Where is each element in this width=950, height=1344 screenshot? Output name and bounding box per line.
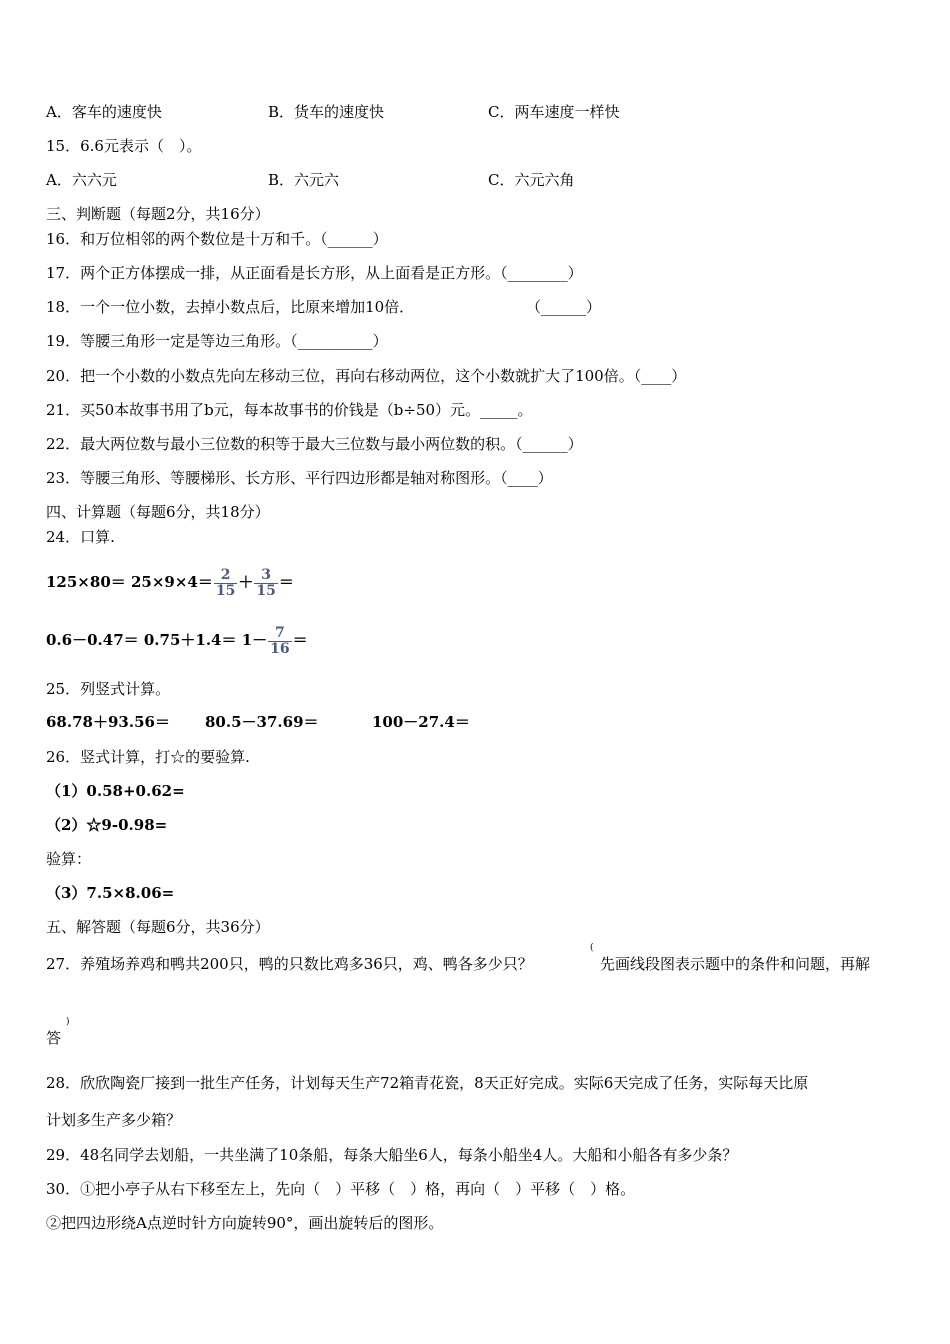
q27-main: 27．养殖场养鸡和鸭共200只，鸭的只数比鸡多36只，鸡、鸭各多少只？	[46, 955, 533, 973]
section5-heading: 五、解答题（每题6分，共36分）	[46, 918, 270, 936]
q25-expr-3: 100－27.4＝	[372, 713, 470, 731]
q29: 29．48名同学去划船，一共坐满了10条船，每条大船坐6人，每条小船坐4人。大船和小船各有多少条？	[46, 1146, 738, 1164]
fraction-denominator: 15	[256, 582, 276, 599]
q14-option-b: B．货车的速度快	[268, 103, 385, 121]
plus-sign: ＋	[238, 573, 254, 591]
equals-sign: ＝	[278, 573, 294, 591]
q30-line1: 30．①把小亭子从右下移至左上，先向（ ）平移（ ）格，再向（ ）平移（ ）格。	[46, 1180, 636, 1198]
q26-part2: （2）☆9-0.98=	[46, 816, 168, 834]
q26-stem: 26．竖式计算，打☆的要验算.	[46, 748, 250, 766]
q25-expr-1: 68.78＋93.56＝	[46, 713, 170, 731]
section3-heading: 三、判断题（每题2分，共16分）	[46, 205, 270, 223]
q24-row1	[46, 566, 294, 599]
q24-row2-text: 0.6－0.47＝ 0.75＋1.4＝ 1－	[46, 631, 268, 649]
q27-tail: 答	[46, 1029, 62, 1047]
q27-hint: 先画线段图表示题中的条件和问题，再解	[600, 955, 871, 973]
q16: 16．和万位相邻的两个数位是十万和千。（______）	[46, 230, 388, 248]
q24-row1-text: 125×80＝ 25×9×4＝	[46, 573, 213, 591]
q25-expr-2: 80.5－37.69＝	[205, 713, 319, 731]
q14-option-a: A．客车的速度快	[46, 103, 162, 121]
q26-part3: （3）7.5×8.06=	[46, 884, 175, 902]
fraction-numerator: 7	[275, 624, 285, 641]
q27-open-paren: (	[590, 943, 594, 953]
equals-sign: ＝	[292, 631, 308, 649]
q26-part1: （1）0.58+0.62=	[46, 782, 185, 800]
q24-stem: 24．口算.	[46, 528, 115, 546]
q17: 17．两个正方体摆成一排，从正面看是长方形，从上面看是正方形。（________）	[46, 264, 583, 282]
q18: 18．一个一位小数，去掉小数点后，比原来增加10倍．	[46, 298, 415, 316]
q26-check-label: 验算：	[46, 850, 92, 868]
q20: 20．把一个小数的小数点先向左移动三位，再向右移动两位，这个小数就扩大了100倍。（____）	[46, 367, 687, 385]
q22: 22．最大两位数与最小三位数的积等于最大三位数与最小两位数的积。（______）	[46, 435, 583, 453]
q23: 23．等腰三角形、等腰梯形、长方形、平行四边形都是轴对称图形。（____）	[46, 469, 553, 487]
q24-row2	[46, 624, 308, 657]
q27-close-paren: )	[66, 1017, 70, 1027]
q15-option-c: C．六元六角	[488, 171, 575, 189]
q21: 21．买50本故事书用了b元，每本故事书的价钱是（b÷50）元。_____。	[46, 401, 533, 419]
fraction-2-15	[214, 568, 237, 599]
q19: 19．等腰三角形一定是等边三角形。（__________）	[46, 332, 388, 350]
q15-option-a: A．六六元	[46, 171, 117, 189]
fraction-numerator: 3	[261, 566, 271, 583]
q25-stem: 25．列竖式计算。	[46, 680, 171, 698]
fraction-numerator: 2	[220, 566, 231, 583]
q18-blank: （______）	[526, 298, 602, 316]
q30-line2: ②把四边形绕A点逆时针方向旋转90°，画出旋转后的图形。	[46, 1214, 444, 1232]
q14-option-c: C．两车速度一样快	[488, 103, 620, 121]
q15-stem: 15．6.6元表示（ ）。	[46, 137, 202, 155]
fraction-denominator: 15	[215, 582, 236, 599]
section4-heading: 四、计算题（每题6分，共18分）	[46, 503, 270, 521]
fraction-7-16	[268, 626, 291, 657]
fraction-denominator: 16	[270, 640, 290, 657]
q28-line2: 计划多生产多少箱？	[46, 1111, 182, 1129]
fraction-3-15	[254, 568, 277, 599]
q15-option-b: B．六元六	[268, 171, 340, 189]
q28-line1: 28．欣欣陶瓷厂接到一批生产任务，计划每天生产72箱青花瓷，8天正好完成。实际6天完成了任务，实际每天比原	[46, 1074, 809, 1092]
